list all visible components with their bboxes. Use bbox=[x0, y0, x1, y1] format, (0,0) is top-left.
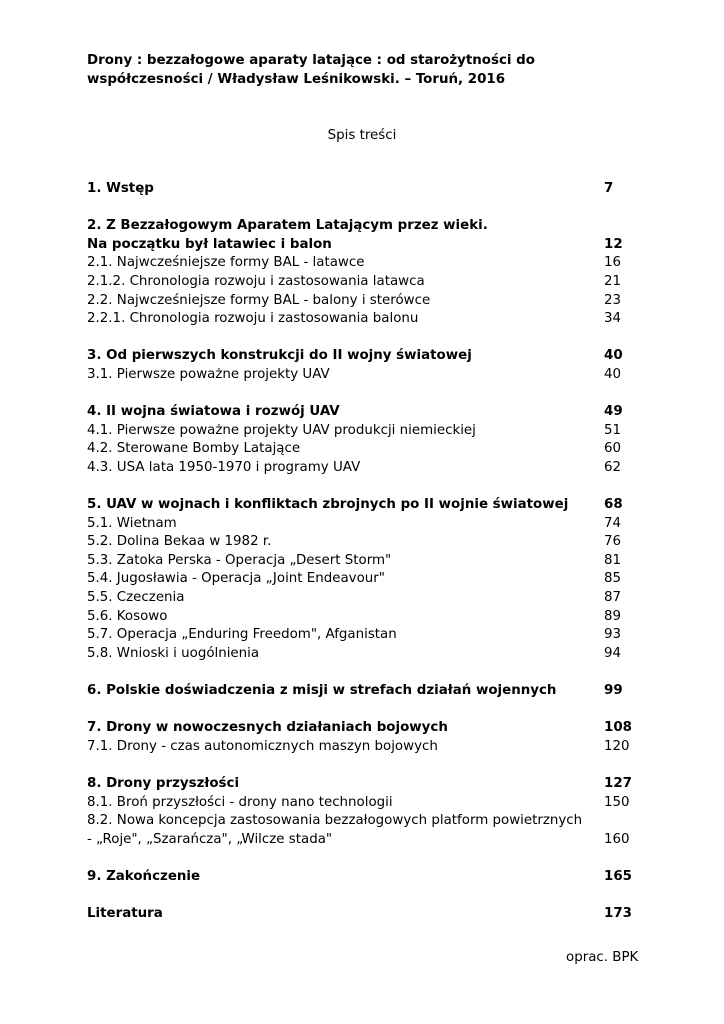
header-line-1: Drony : bezzałogowe aparaty latające : od starożytności do bbox=[87, 53, 535, 68]
toc-section-entry bbox=[87, 738, 632, 757]
toc-entry-page: 12 bbox=[604, 236, 623, 252]
toc-entry-page: 34 bbox=[604, 311, 622, 327]
header-line-2: współczesności / Władysław Leśnikowski. – Toruń, 2016 bbox=[87, 72, 506, 87]
toc-section-entry bbox=[87, 310, 632, 329]
toc-entry-title: 5.7. Operacja „Enduring Freedom", Afganistan bbox=[87, 627, 397, 643]
toc-entry-title: 4.2. Sterowane Bomby Latające bbox=[87, 441, 301, 457]
toc-entry-page: 85 bbox=[604, 571, 622, 587]
toc-entry-page: 40 bbox=[604, 348, 623, 364]
toc-chapter-entry bbox=[87, 775, 632, 794]
toc-spacer bbox=[87, 329, 632, 348]
toc-entry-title: 5.6. Kosowo bbox=[87, 608, 168, 624]
toc-chapter-entry bbox=[87, 682, 632, 701]
toc-entry-title: 4.1. Pierwsze poważne projekty UAV produkcji niemieckiej bbox=[87, 422, 476, 438]
toc-entry-page: 81 bbox=[604, 552, 622, 568]
toc-spacer bbox=[87, 478, 632, 497]
footer-credit: oprac. BPK bbox=[566, 950, 639, 965]
toc-entry-title: 4. II wojna światowa i rozwój UAV bbox=[87, 404, 340, 420]
toc-section-entry bbox=[87, 812, 632, 831]
toc-spacer bbox=[87, 701, 632, 720]
toc-entry-page: 16 bbox=[604, 255, 622, 271]
toc-entry-page: 68 bbox=[604, 497, 623, 513]
toc-entry-title: 3. Od pierwszych konstrukcji do II wojny światowej bbox=[87, 348, 472, 364]
toc-entry-title: 2.2. Najwcześniejsze formy BAL - balony i sterówce bbox=[87, 292, 431, 308]
toc-chapter-entry bbox=[87, 403, 632, 422]
toc-entry-title: Na początku był latawiec i balon bbox=[87, 236, 332, 252]
toc-spacer bbox=[87, 385, 632, 404]
toc-section-entry bbox=[87, 515, 632, 534]
toc-section-entry bbox=[87, 292, 632, 311]
toc-entry-title: 6. Polskie doświadczenia z misji w strefach działań wojennych bbox=[87, 683, 557, 699]
toc-title: Spis treści bbox=[327, 128, 397, 143]
toc-section-entry bbox=[87, 589, 632, 608]
toc-entry-page: 89 bbox=[604, 608, 622, 624]
toc-entry-page: 94 bbox=[604, 645, 622, 661]
toc-entry-title: 5.1. Wietnam bbox=[87, 515, 177, 531]
toc-spacer bbox=[87, 849, 632, 868]
toc-entry-page: 76 bbox=[604, 534, 622, 550]
toc-entry-title: 5.5. Czeczenia bbox=[87, 590, 185, 606]
toc-entry-title: 2.2.1. Chronologia rozwoju i zastosowania balonu bbox=[87, 311, 419, 327]
toc-entry-page: 120 bbox=[604, 738, 630, 754]
toc-spacer bbox=[87, 756, 632, 775]
toc-entry-title: 8. Drony przyszłości bbox=[87, 776, 240, 791]
toc-section-entry bbox=[87, 552, 632, 571]
toc-chapter-entry bbox=[87, 868, 632, 887]
toc-entry-title: 2. Z Bezzałogowym Aparatem Latającym przez wieki. bbox=[87, 218, 488, 234]
toc-entry-page: 40 bbox=[604, 366, 622, 382]
toc-chapter-entry bbox=[87, 180, 632, 199]
toc-section-entry bbox=[87, 831, 632, 850]
toc-entry-title: 4.3. USA lata 1950-1970 i programy UAV bbox=[87, 459, 361, 475]
toc-entry-page: 108 bbox=[604, 720, 632, 736]
toc-spacer bbox=[87, 199, 632, 218]
toc-section-entry bbox=[87, 366, 632, 385]
toc-section-entry bbox=[87, 570, 632, 589]
toc-section-entry bbox=[87, 645, 632, 664]
toc-entry-page: 23 bbox=[604, 292, 622, 308]
toc-entry-title: 7. Drony w nowoczesnych działaniach bojowych bbox=[87, 720, 448, 736]
toc-entry-page: 150 bbox=[604, 794, 630, 810]
toc-spacer bbox=[87, 887, 632, 906]
toc-section-entry bbox=[87, 254, 632, 273]
toc-entry-title: 7.1. Drony - czas autonomicznych maszyn bojowych bbox=[87, 738, 438, 754]
toc-chapter-entry bbox=[87, 236, 632, 255]
toc-section-entry bbox=[87, 422, 632, 441]
toc-entry-page: 99 bbox=[604, 683, 623, 699]
toc-chapter-entry bbox=[87, 905, 632, 924]
toc-entry-title: 3.1. Pierwsze poważne projekty UAV bbox=[87, 366, 330, 382]
toc-entry-title: 5.4. Jugosławia - Operacja „Joint Endeavour" bbox=[87, 571, 385, 587]
toc-section-entry bbox=[87, 608, 632, 627]
toc-entry-title: 5.8. Wnioski i uogólnienia bbox=[87, 645, 260, 661]
toc-entry-page: 21 bbox=[604, 273, 622, 289]
toc-entry-page: 165 bbox=[604, 868, 632, 884]
toc-entry-title: 1. Wstęp bbox=[87, 181, 154, 196]
bibliographic-header bbox=[87, 51, 647, 89]
toc-entry-page: 74 bbox=[604, 515, 622, 531]
toc-entry-title: 5.3. Zatoka Perska - Operacja „Desert Storm" bbox=[87, 552, 392, 568]
toc-section-entry bbox=[87, 459, 632, 478]
toc-entry-title: - „Roje", „Szarańcza", „Wilcze stada" bbox=[87, 831, 333, 847]
toc-chapter-entry bbox=[87, 719, 632, 738]
toc-entry-page: 87 bbox=[604, 590, 622, 606]
toc-entry-title: Literatura bbox=[87, 906, 163, 922]
toc-entry-page: 60 bbox=[604, 441, 622, 457]
table-of-contents bbox=[87, 180, 632, 924]
toc-entry-title: 5.2. Dolina Bekaa w 1982 r. bbox=[87, 534, 272, 550]
toc-entry-page: 93 bbox=[604, 627, 622, 643]
toc-section-entry bbox=[87, 626, 632, 645]
toc-section-entry bbox=[87, 440, 632, 459]
toc-entry-page: 127 bbox=[604, 776, 632, 791]
toc-section-entry bbox=[87, 533, 632, 552]
toc-entry-title: 5. UAV w wojnach i konfliktach zbrojnych po II wojnie światowej bbox=[87, 497, 569, 513]
toc-entry-title: 8.2. Nowa koncepcja zastosowania bezzałogowych platform powietrznych bbox=[87, 813, 583, 829]
toc-entry-page: 51 bbox=[604, 422, 622, 438]
toc-entry-title: 2.1. Najwcześniejsze formy BAL - latawce bbox=[87, 255, 365, 271]
toc-section-entry bbox=[87, 794, 632, 813]
toc-entry-page: 49 bbox=[604, 404, 623, 420]
toc-entry-page: 173 bbox=[604, 906, 632, 922]
toc-spacer bbox=[87, 663, 632, 682]
toc-entry-page: 62 bbox=[604, 459, 622, 475]
toc-section-entry bbox=[87, 273, 632, 292]
toc-entry-title: 9. Zakończenie bbox=[87, 868, 201, 884]
toc-entry-page: 160 bbox=[604, 831, 630, 847]
toc-entry-title: 8.1. Broń przyszłości - drony nano technologii bbox=[87, 794, 393, 810]
toc-chapter-entry bbox=[87, 496, 632, 515]
toc-entry-title: 2.1.2. Chronologia rozwoju i zastosowania latawca bbox=[87, 273, 425, 289]
toc-entry-page: 7 bbox=[604, 181, 614, 196]
toc-chapter-entry bbox=[87, 217, 632, 236]
toc-chapter-entry bbox=[87, 347, 632, 366]
